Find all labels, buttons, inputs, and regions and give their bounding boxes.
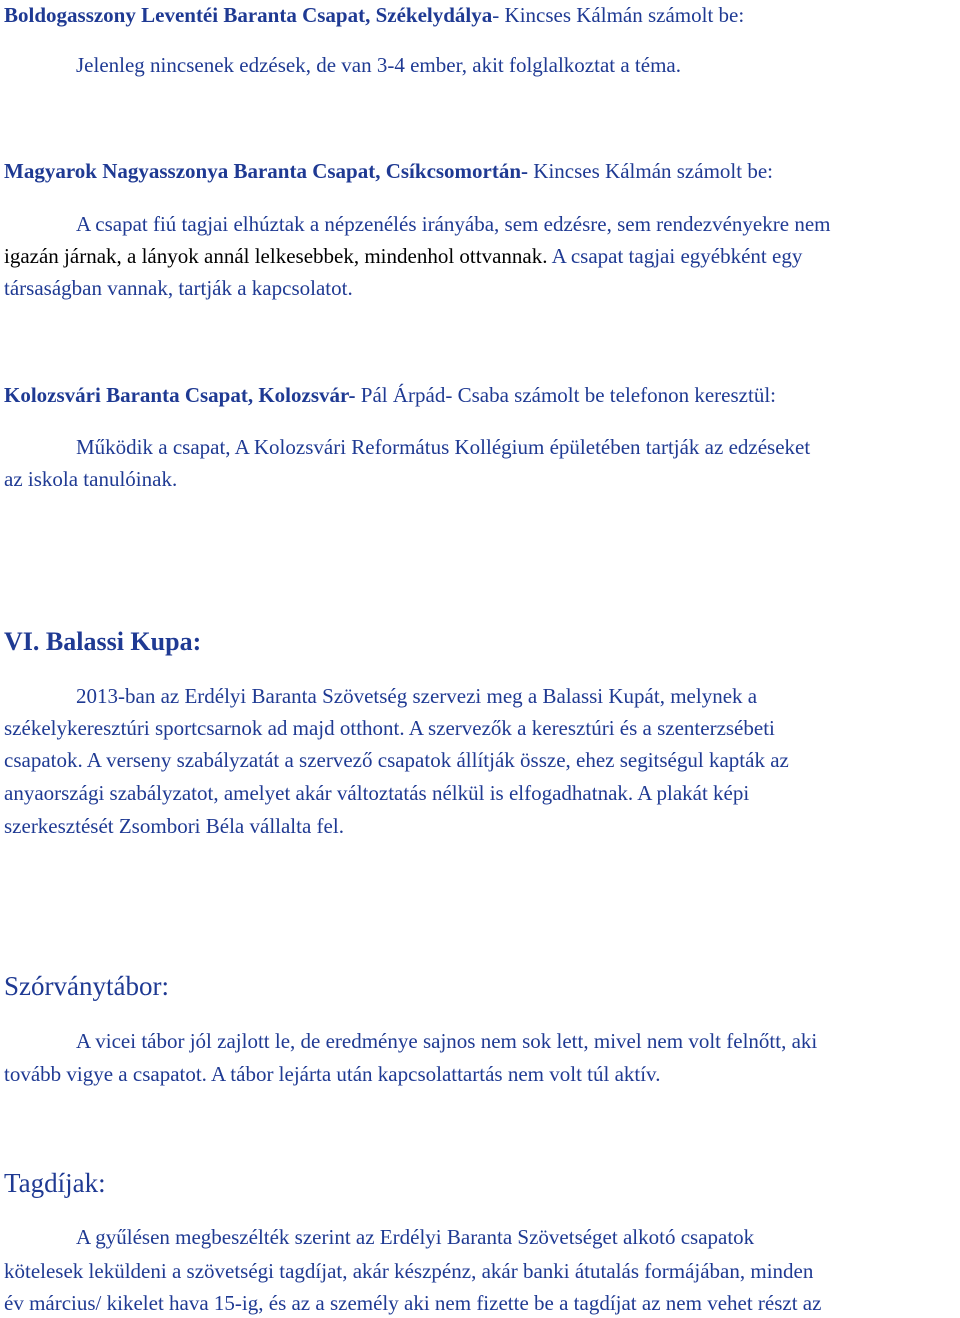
section-4-line-2: székelykeresztúri sportcsarnok ad majd otthont. A szervezők a keresztúri és a szenterzsébeti <box>4 716 775 740</box>
section-1-heading-line <box>4 0 744 30</box>
section-4-line-3: csapatok. A verseny szabályzatát a szervező csapatok állítják össze, ehez segitségul kapták az <box>4 748 789 772</box>
section-6-title: Tagdíjak: <box>4 1168 106 1198</box>
section-4-title: VI. Balassi Kupa: <box>4 627 202 656</box>
section-2-line-2 <box>4 241 802 271</box>
section-2-reporter: Kincses Kálmán számolt be: <box>528 159 773 183</box>
section-3-heading-line <box>4 380 776 410</box>
section-1-line-1: Jelenleg nincsenek edzések, de van 3-4 ember, akit folglalkoztat a téma. <box>76 53 681 77</box>
section-5-line-1: A vicei tábor jól zajlott le, de eredménye sajnos nem sok lett, mivel nem volt felnőtt, aki <box>76 1029 818 1053</box>
section-1-reporter: - Kincses Kálmán számolt be: <box>492 3 745 27</box>
section-2-heading-line <box>4 156 773 186</box>
section-3-reporter: Pál Árpád- Csaba számolt be telefonon keresztül: <box>355 383 776 407</box>
section-3-line-1: Működik a csapat, A Kolozsvári Református Kollégium épületében tartják az edzéseket <box>76 435 811 459</box>
section-3-title: Kolozsvári Baranta Csapat, Kolozsvár- <box>4 383 356 407</box>
section-3-line-2: az iskola tanulóinak. <box>4 467 178 491</box>
section-5-title: Szórványtábor: <box>4 971 169 1001</box>
section-2-line-3: társaságban vannak, tartják a kapcsolatot. <box>4 276 353 300</box>
section-6-line-2: kötelesek leküldeni a szövetségi tagdíjat, akár készpénz, akár banki átutalás formájában, minden <box>4 1259 814 1283</box>
section-5-line-2: tovább vigye a csapatot. A tábor lejárta után kapcsolattartás nem volt túl aktív. <box>4 1062 661 1086</box>
section-2-title: Magyarok Nagyasszonya Baranta Csapat, Csíkcsomortán- <box>4 159 529 183</box>
section-6-line-1: A gyűlésen megbeszélték szerint az Erdélyi Baranta Szövetséget alkotó csapatok <box>76 1225 755 1249</box>
section-1-title: Boldogasszony Leventéi Baranta Csapat, Székelydálya <box>4 3 493 27</box>
section-4-line-5: szerkesztését Zsombori Béla vállalta fel. <box>4 814 344 838</box>
section-2-line-1: A csapat fiú tagjai elhúztak a népzenélés irányába, sem edzésre, sem rendezvényekre nem <box>76 212 831 236</box>
section-4-line-4: anyaországi szabályzatot, amelyet akár változtatás nélkül is elfogadhatnak. A plakát képi <box>4 781 750 805</box>
section-6-line-3: év március/ kikelet hava 15-ig, és az a személy aki nem fizette be a tagdíjat az nem vehet részt az <box>4 1291 822 1315</box>
section-2-line-2a: igazán járnak, a lányok annál lelkesebbek, mindenhol ottvannak. <box>4 244 548 268</box>
section-4-line-1: 2013-ban az Erdélyi Baranta Szövetség szervezi meg a Balassi Kupát, melynek a <box>76 684 758 708</box>
section-2-line-2b: A csapat tagjai egyébként egy <box>547 244 803 268</box>
